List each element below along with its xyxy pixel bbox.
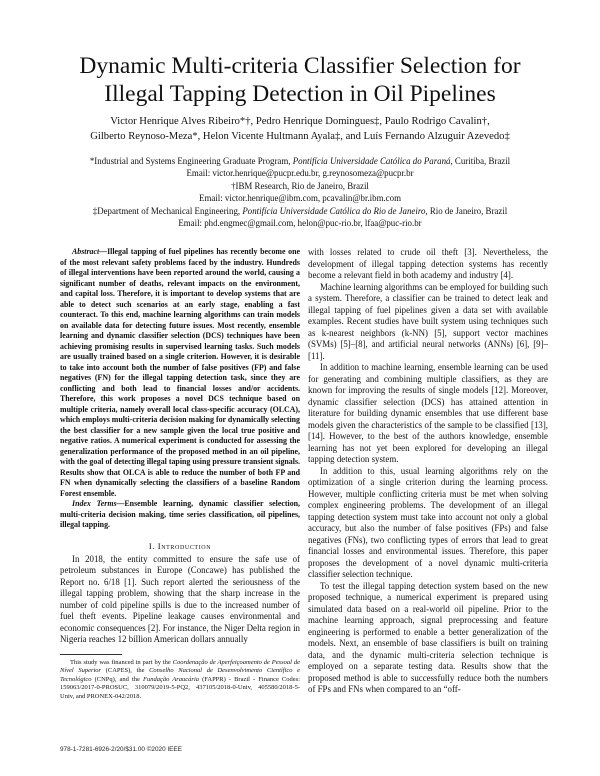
left-column [60, 247, 300, 701]
footnote-text-1: This study was financed in part by the [70, 658, 173, 666]
title-line-2: Illegal Tapping Detection in Oil Pipelines [104, 81, 496, 107]
affiliations [40, 155, 560, 229]
footnote-text-2: (CAPES), the [101, 667, 150, 674]
copyright-footer: 978-1-7281-6926-2/20/$31.00 ©2020 IEEE [60, 746, 182, 753]
footnote-text-4: (FAPPR) - Brazil - Finance Codes: 159063/2017-0-PROSUC, 310079/2019-5-PQ2, 437105/2018-0-Univ, 405580/2018-5-Univ, and PRONEX-042/2018. [60, 675, 300, 700]
index-terms-label: Index Terms— [72, 499, 125, 508]
footnote-divider [60, 654, 122, 655]
affiliation-1 [40, 155, 560, 167]
intro-paragraph-continued: with losses related to crude oil theft [3]. Nevertheless, the development of illegal tapping detection systems has recently become a relevant field in both academy and industry [4]. [308, 247, 548, 280]
right-column [308, 247, 548, 696]
affiliation-1-institution: Pontifícia Universidade Católica do Paraná [292, 156, 451, 166]
affiliation-1-prefix: *Industrial and Systems Engineering Graduate Program, [89, 156, 293, 166]
footnote-agency-1: Coordenação de Aperfeiçoamento de Pessoal de Nível Superior [60, 658, 300, 674]
affiliation-3-email: Email: phd.engmec@gmail.com, helon@puc-rio.br, lfaa@puc-rio.br [178, 218, 422, 229]
abstract-label: Abstract— [72, 247, 108, 256]
affiliation-3-prefix: ‡Department of Mechanical Engineering, [92, 205, 243, 216]
affiliation-3 [40, 205, 560, 217]
intro-paragraph-2: Machine learning algorithms can be employed for building such a system. Therefore, a classifier can be trained to detect leak and illegal tapping of fuel pipelines given a data set with available examples. Recent studies have built system using techniques such as k-nearest neighbors (k-NN) [5], support vector machines (SVMs) [5]–[8], and artificial neural networks (ANNs) [6], [9]–[11]. [308, 281, 548, 361]
footnote-agency-2: Conselho Nacional de Desenvolvimento Científico e Tecnológico [60, 667, 301, 683]
affiliation-2: †IBM Research, Rio de Janeiro, Brazil [231, 180, 369, 191]
affiliation-3-institution: Pontifícia Universidade Católica do Rio de Janeiro [242, 205, 426, 216]
intro-paragraph-3: In addition to machine learning, ensemble learning can be used for generating and combining multiple classifiers, as they are known for improving the results of single models [12]. Moreover, dynamic classifier selection (DCS) has attained attention in literature for building dynamic ensembles that use different base models given the characteristics of the sample to be classified [13], [14]. However, to the best of the authors knowledge, ensemble learning has not yet been explored for developing an illegal tapping detection system. [308, 362, 548, 464]
footnote-text-3: (CNPq), and the [91, 675, 143, 683]
intro-paragraph-4: In addition to this, usual learning algorithms rely on the optimization of a single criterion during the learning process. However, multiple conflicting criteria must be met when solving complex engineering problems. The development of an illegal tapping detection system must take into account not only a global accuracy, but also the number of false positives (FPs) and false negatives (FNs), two conflicting types of errors that lead to great financial losses and environmental issues. Therefore, this paper proposes the development of a novel dynamic multi-criteria classifier selection technique. [308, 465, 548, 579]
paper-title [40, 52, 560, 108]
authors-line-2: Gilberto Reynoso-Meza*, Helon Vicente Hultmann Ayala‡, and Luís Fernando Alzuguir Azevedo‡ [90, 130, 510, 142]
author-list [40, 115, 560, 144]
intro-paragraph-5: To test the illegal tapping detection system based on the new proposed technique, a numerical experiment is prepared using simulated data based on a real-world oil pipeline. Prior to the machine learning approach, signal preprocessing and feature engineering is performed to enable a better generalization of the models. Next, an ensemble of base classifiers is built on training data, and the dynamic multi-criteria selection technique is employed on a separate testing data. Results show that the proposed method is able to successfully reduce both the numbers of FPs and FNs when compared to an “off- [308, 580, 548, 694]
index-terms-text: Ensemble learning, dynamic classifier selection, multi-criteria decision making, time series classification, oil pipelines, illegal tapping. [60, 499, 300, 529]
affiliation-1-email: Email: victor.henrique@pucpr.edu.br, g.reynosomeza@pucpr.br [186, 168, 414, 179]
title-line-1: Dynamic Multi-criteria Classifier Selection for [79, 53, 521, 79]
authors-line-1: Victor Henrique Alves Ribeiro*†, Pedro Henrique Domingues‡, Paulo Rodrigo Cavalin†, [110, 116, 490, 127]
abstract-text: Illegal tapping of fuel pipelines has recently become one of the most relevant safety problems faced by the industry. Hundreds of illegal interventions have been reported around the world, causing a significant number of deaths, relevant impacts on the environment, and capital loss. Therefore, it is important to develop systems that are able to detect such scenarios at an early stage, enabling a fast counteract. To this end, machine learning algorithms can train models on available data for detecting future issues. Most recently, ensemble learning and dynamic classifier selection (DCS) techniques have been achieving promising results in supervised learning tasks. Such models are usually trained based on a single criterion. However, it is desirable to take into account both the number of false positives (FP) and false negatives (FN) for the illegal tapping detection task, since they are conflicting and both lead to financial losses and/or accidents. Therefore, this work proposes a novel DCS technique based on multiple criteria, namely overall local class-specific accuracy (OLCA), which employs multi-criteria decision making for dynamically selecting the best classifier for a new sample given the local true positive and negative ratios. A numerical experiment is conducted for assessing the generalization performance of the proposed method in an oil pipeline, with the goal of detecting illegal taping using pressure transient signals. Results show that OLCA is able to reduce the number of both FP and FN when dynamically selecting the classifiers of a baseline Random Forest ensemble. [60, 247, 300, 498]
affiliation-3-location: , Rio de Janeiro, Brazil [425, 205, 508, 216]
funding-footnote [60, 659, 300, 702]
index-terms [60, 499, 300, 531]
footnote-agency-3: Fundação Araucária [142, 675, 200, 683]
affiliation-2-email: Email: victor.henrique@ibm.com, pcavalin@br.ibm.com [199, 193, 401, 204]
affiliation-1-location: , Curitiba, Brazil [450, 156, 511, 166]
section-heading-introduction: I. Introduction [148, 540, 212, 551]
abstract [60, 247, 300, 499]
intro-paragraph-1: In 2018, the entity committed to ensure the safe use of petroleum substances in Europe (Concawe) has published the Report no. 6/18 [1]. Such report alerted the seriousness of the illegal tapping problem, showing that the sharp increase in the number of cold pipeline spills is due to the increased number of fuel theft events. Pipeline leakage causes environmental and economic consequences [2]. For instance, the Niger Delta region in Nigeria reaches 12 billion American dollars annually [60, 553, 300, 644]
